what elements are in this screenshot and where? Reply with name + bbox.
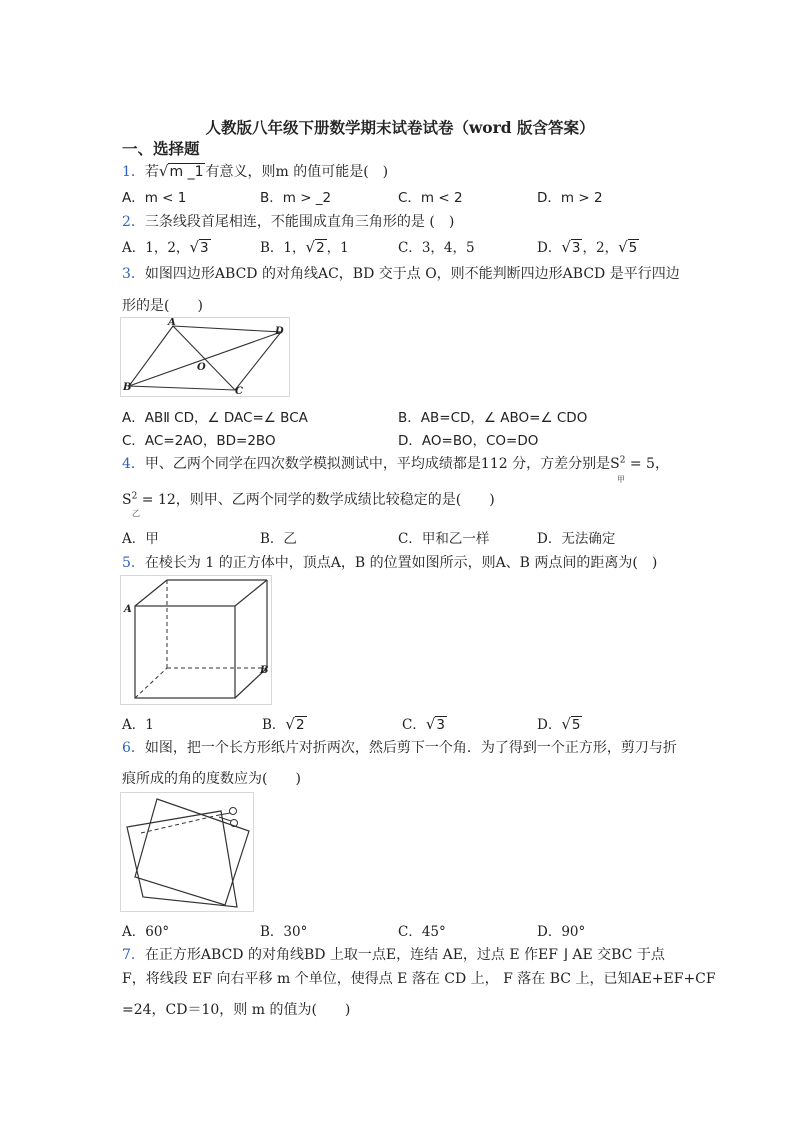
- option-text: B．1，: [260, 240, 306, 256]
- radical: √3: [189, 238, 209, 256]
- option-d: [537, 236, 639, 256]
- question-2: [122, 211, 454, 231]
- question-number: 3．: [122, 266, 145, 282]
- subscript-label: 乙: [132, 509, 140, 518]
- cube-figure: [120, 575, 272, 705]
- figure-label: B: [260, 665, 269, 676]
- figure-label: A: [168, 317, 176, 328]
- radical: √2: [285, 715, 305, 733]
- option-a: [122, 236, 211, 256]
- option-text: D．: [537, 240, 562, 256]
- question-5: [122, 552, 657, 572]
- question-text: 有意义，则m 的值可能是( ): [205, 164, 389, 180]
- option-d: D．90°: [537, 924, 586, 940]
- radical: √2: [305, 238, 325, 256]
- question-text: S: [122, 492, 132, 508]
- figure-label: C: [235, 386, 243, 397]
- option-d: D．无法确定: [537, 531, 616, 547]
- subscript-label: 甲: [617, 475, 625, 484]
- question-text: 如图，把一个长方形纸片对折两次，然后剪下一个角．为了得到一个正方形，剪刀与折: [144, 740, 677, 756]
- radicand: 3: [200, 240, 209, 256]
- option-a: A．1: [122, 717, 154, 733]
- radicand: 2: [295, 717, 305, 733]
- radicand: 2: [316, 240, 325, 256]
- option-text: C．: [402, 717, 426, 733]
- option-a: A．m < 1: [122, 190, 187, 206]
- question-text: = 12，则甲、乙两个同学的数学成绩比较稳定的是( ): [137, 492, 495, 508]
- option-c: C．45°: [398, 924, 446, 940]
- figure-label: A: [124, 604, 132, 615]
- question-text: = 5，: [625, 456, 669, 472]
- question-number: 1．: [122, 164, 145, 180]
- superscript: 2: [619, 455, 626, 466]
- question-number: 7．: [122, 947, 145, 963]
- radical: √3: [561, 238, 581, 256]
- figure-label: B: [123, 382, 132, 393]
- option-text: ，2，: [582, 240, 619, 256]
- option-text: B．: [262, 717, 286, 733]
- question-text-continued: =24，CD＝10，则 m 的值为( ): [122, 1002, 351, 1018]
- radicand: 3: [436, 717, 445, 733]
- question-number: 4．: [122, 456, 145, 472]
- question-3: [122, 263, 680, 283]
- radicand: 3: [571, 240, 581, 256]
- document-title: 人教版八年级下册数学期末试卷试卷（word 版含答案）: [205, 118, 595, 137]
- option-d: [537, 713, 582, 733]
- option-a: A．60°: [122, 924, 170, 940]
- option-c: C．3，4，5: [398, 240, 475, 256]
- superscript: 2: [131, 491, 138, 502]
- question-text: 在棱长为 1 的正方体中，顶点A，B 的位置如图所示，则A、B 两点间的距离为( ): [144, 555, 658, 571]
- option-b: B．乙: [260, 531, 297, 547]
- option-b: B．m > _2: [260, 190, 332, 206]
- option-b: B．30°: [260, 924, 308, 940]
- question-text-continued: 痕所成的角的度数应为( ): [122, 771, 301, 787]
- radicand: 5: [571, 717, 581, 733]
- question-1: [122, 161, 388, 181]
- section-heading: 一、选择题: [122, 139, 200, 158]
- figure-label: D: [275, 326, 284, 337]
- question-text: 在正方形ABCD 的对角线BD 上取一点E，连结 AE，过点 E 作EF ⌋ AE 交BC 于点: [144, 947, 665, 963]
- question-text-continued: 形的是( ): [122, 298, 203, 314]
- question-number: 2．: [122, 214, 145, 230]
- option-c: C．甲和乙一样: [398, 531, 490, 547]
- radical: √m _1: [158, 162, 204, 180]
- question-number: 5．: [122, 555, 145, 571]
- option-b: [262, 713, 307, 733]
- folded-paper-figure: [120, 792, 254, 912]
- option-c: [402, 713, 447, 733]
- option-a: A．ABⅡ CD，∠ DAC=∠ BCA: [122, 410, 308, 426]
- question-text: 甲、乙两个同学在四次数学模拟测试中，平均成绩都是112 分，方差分别是S: [144, 456, 620, 472]
- question-4: [122, 453, 669, 473]
- parallelogram-figure: [120, 317, 290, 397]
- radicand: m _1: [169, 164, 204, 180]
- question-text: 如图四边形ABCD 的对角线AC，BD 交于点 O，则不能判断四边形ABCD 是平行四边: [144, 266, 680, 282]
- question-7: [122, 944, 665, 964]
- radicand: 5: [628, 240, 638, 256]
- question-text-continued: [122, 489, 495, 509]
- question-number: 6．: [122, 740, 145, 756]
- question-text: 三条线段首尾相连，不能围成直角三角形的是 ( ): [144, 214, 455, 230]
- figure-label: O: [197, 362, 206, 373]
- option-c: C．m < 2: [398, 190, 463, 206]
- question-text: 若: [144, 164, 159, 180]
- question-6: [122, 737, 677, 757]
- radical: √3: [425, 715, 445, 733]
- option-b: B．AB=CD，∠ ABO=∠ CDO: [398, 410, 588, 426]
- radical: √5: [618, 238, 638, 256]
- option-d: D．AO=BO，CO=DO: [398, 433, 539, 449]
- question-text-continued: F，将线段 EF 向右平移 m 个单位，使得点 E 落在 CD 上， F 落在 BC 上，已知AE+EF+CF: [122, 971, 716, 987]
- option-a: A．甲: [122, 531, 159, 547]
- option-d: D．m > 2: [537, 190, 603, 206]
- option-c: C．AC=2AO，BD=2BO: [122, 433, 276, 449]
- option-text: D．: [537, 717, 562, 733]
- option-text: ，1: [326, 240, 349, 256]
- option-text: A．1，2，: [122, 240, 190, 256]
- option-b: [260, 236, 349, 256]
- radical: √5: [561, 715, 581, 733]
